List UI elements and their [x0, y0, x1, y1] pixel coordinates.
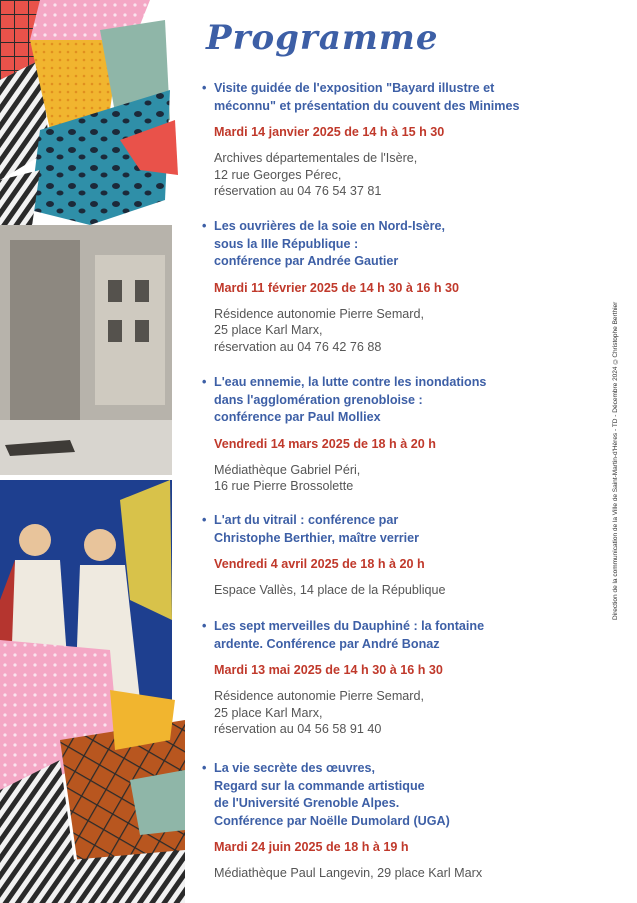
event-place — [200, 865, 600, 882]
event-place-line: Archives départementales de l'Isère, — [214, 151, 418, 165]
event-item — [200, 80, 600, 200]
event-title — [200, 374, 600, 427]
event-place-line: réservation au 04 76 42 76 88 — [214, 339, 382, 354]
event-place-line: Médiathèque Gabriel Péri, — [214, 462, 361, 477]
event-place-line: Résidence autonomie Pierre Semard, — [214, 689, 425, 703]
event-item — [200, 618, 600, 738]
event-place-line: 12 rue Georges Pérec, — [214, 167, 342, 182]
event-title-line: conférence par Paul Molliex — [214, 410, 381, 424]
event-title-line: Visite guidée de l'exposition "Bayard illustre et — [214, 81, 495, 95]
event-title-line: Conférence par Noëlle Dumolard (UGA) — [214, 813, 450, 828]
photo-credit: Direction de la communication de la Ville de Saint-Martin-d'Hères - TD - Décembre 2024 ©Christophe Berthier — [612, 301, 619, 620]
event-title-line: de l'Université Grenoble Alpes. — [214, 796, 400, 810]
event-title-line: Les sept merveilles du Dauphiné : la fontaine — [214, 619, 485, 633]
event-place — [200, 688, 600, 738]
bullet-icon: • — [202, 219, 207, 233]
event-date: Vendredi 4 avril 2025 de 18 h à 20 h — [214, 557, 425, 571]
event-place-line: Médiathèque Paul Langevin, 29 place Karl Marx — [214, 866, 483, 880]
event-item — [200, 218, 600, 355]
collage-illustration — [0, 0, 185, 903]
event-date: Mardi 14 janvier 2025 de 14 h à 15 h 30 — [214, 125, 445, 139]
event-place — [200, 582, 600, 599]
event-place-line: réservation au 04 56 58 91 40 — [214, 722, 382, 736]
event-title-line: Christophe Berthier, maître verrier — [214, 530, 420, 545]
page-title: Programme — [206, 18, 439, 58]
event-title-line: méconnu" et présentation du couvent des Minimes — [214, 98, 520, 113]
event-date: Mardi 13 mai 2025 de 14 h 30 à 16 h 30 — [214, 663, 443, 677]
event-title-line: Regard sur la commande artistique — [214, 778, 425, 793]
event-item — [200, 512, 600, 599]
bullet-icon: • — [202, 81, 207, 95]
event-place-line: réservation au 04 76 54 37 81 — [214, 184, 382, 198]
event-date: Mardi 11 février 2025 de 14 h 30 à 16 h 30 — [214, 280, 460, 295]
event-date: Mardi 24 juin 2025 de 18 h à 19 h — [214, 840, 409, 854]
event-title-line: dans l'agglomération grenobloise : — [214, 392, 423, 407]
event-place-line: Espace Vallès, 14 place de la République — [214, 583, 446, 597]
programme-content — [200, 18, 600, 68]
event-title — [200, 512, 600, 547]
bullet-icon: • — [202, 513, 207, 527]
event-date: Vendredi 14 mars 2025 de 18 h à 20 h — [214, 436, 436, 451]
event-title-line: La vie secrète des œuvres, — [214, 761, 376, 775]
event-place — [200, 150, 600, 200]
event-place-line: 16 rue Pierre Brossolette — [214, 479, 354, 493]
event-title-line: conférence par Andrée Gautier — [214, 254, 399, 268]
decorative-artwork — [0, 0, 185, 903]
event-title — [200, 80, 600, 115]
event-title-line: L'art du vitrail : conférence par — [214, 513, 399, 527]
event-item — [200, 374, 600, 495]
bullet-icon: • — [202, 619, 207, 633]
bullet-icon: • — [202, 375, 207, 389]
event-place — [200, 306, 600, 356]
event-title-line: Les ouvrières de la soie en Nord-Isère, — [214, 219, 445, 233]
event-title-line: sous la IIIe République : — [214, 236, 359, 251]
event-place — [200, 462, 600, 495]
event-title — [200, 218, 600, 271]
event-place-line: Résidence autonomie Pierre Semard, — [214, 306, 425, 321]
event-title-line: L'eau ennemie, la lutte contre les inondations — [214, 375, 487, 389]
event-place-line: 25 place Karl Marx, — [214, 705, 323, 720]
bullet-icon: • — [202, 761, 207, 775]
event-title — [200, 618, 600, 653]
event-item — [200, 760, 600, 882]
event-title-line: ardente. Conférence par André Bonaz — [214, 636, 440, 651]
event-place-line: 25 place Karl Marx, — [214, 323, 323, 337]
event-title — [200, 760, 600, 830]
